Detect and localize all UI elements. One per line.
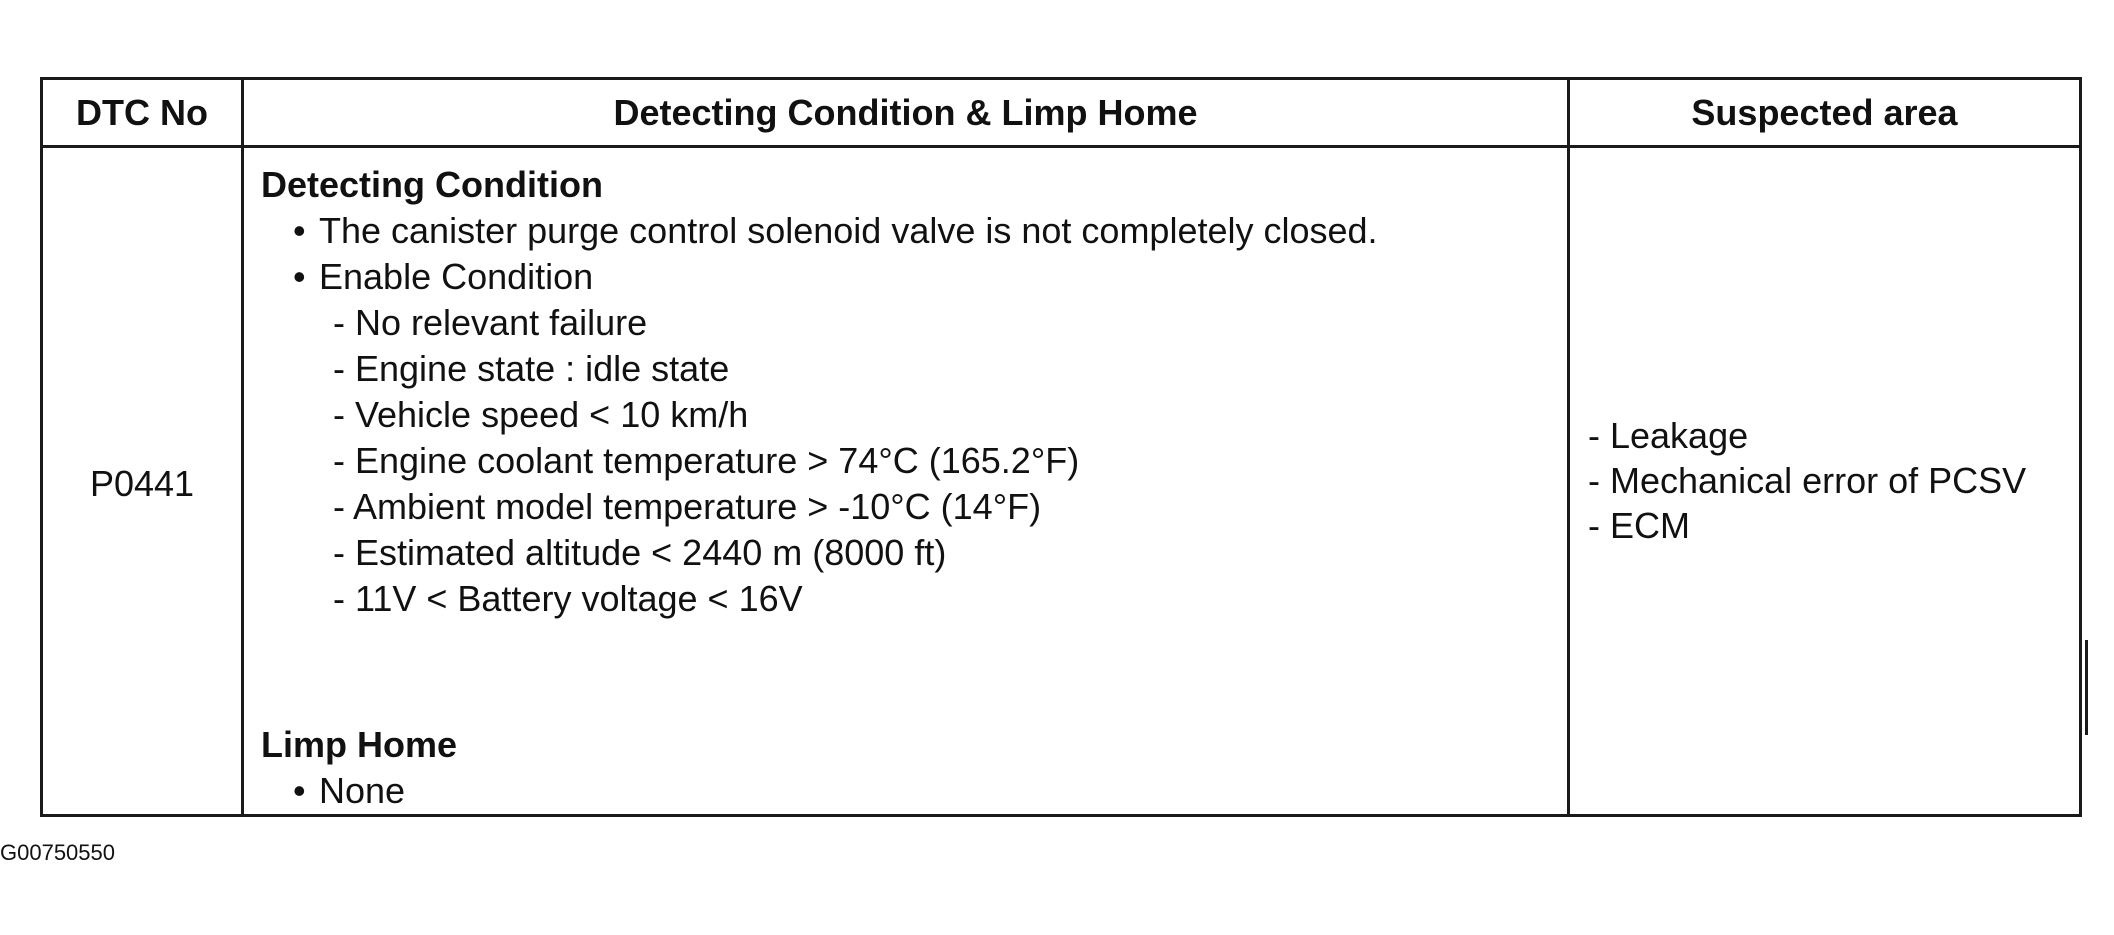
list-item	[261, 208, 1551, 254]
bullet-icon: •	[293, 256, 306, 297]
spacer	[261, 622, 1551, 722]
margin-mark	[2085, 640, 2088, 735]
enable-condition-item: - Engine state : idle state	[333, 348, 730, 389]
limp-home-title: Limp Home	[261, 724, 458, 765]
dtc-code: P0441	[89, 463, 195, 504]
column-divider	[1567, 80, 1570, 814]
enable-condition-item: - Estimated altitude < 2440 m (8000 ft)	[333, 532, 947, 573]
header-suspected-area: Suspected area	[1691, 92, 1958, 133]
suspected-area-item: - Mechanical error of PCSV	[1588, 460, 2027, 501]
header-dtc-no: DTC No	[76, 92, 208, 133]
suspected-area-item: - Leakage	[1588, 415, 1749, 456]
list-item	[261, 768, 1551, 814]
enable-condition-item: - No relevant failure	[333, 302, 648, 343]
bullet-text: The canister purge control solenoid valve is not completely closed.	[319, 210, 1378, 251]
enable-condition-item: - Ambient model temperature > -10°C (14°F)	[333, 486, 1042, 527]
list-item	[261, 254, 1551, 300]
suspected-area-item: - ECM	[1588, 505, 1690, 546]
enable-condition-item: - Vehicle speed < 10 km/h	[333, 394, 749, 435]
column-divider	[241, 80, 244, 814]
bullet-icon: •	[293, 770, 306, 811]
enable-condition-item: - Engine coolant temperature > 74°C (165.2°F)	[333, 440, 1080, 481]
bullet-text: Enable Condition	[319, 256, 594, 297]
table-header-row	[43, 80, 2079, 148]
detecting-condition-cell	[261, 162, 1551, 814]
limp-home-item: None	[319, 770, 406, 811]
figure-id: G00750550	[0, 840, 115, 865]
detecting-condition-title: Detecting Condition	[261, 164, 603, 205]
enable-condition-item: - 11V < Battery voltage < 16V	[333, 578, 803, 619]
bullet-icon: •	[293, 210, 306, 251]
header-detecting-condition: Detecting Condition & Limp Home	[613, 92, 1198, 133]
dtc-table	[40, 77, 2082, 817]
suspected-area-cell	[1588, 413, 2078, 548]
